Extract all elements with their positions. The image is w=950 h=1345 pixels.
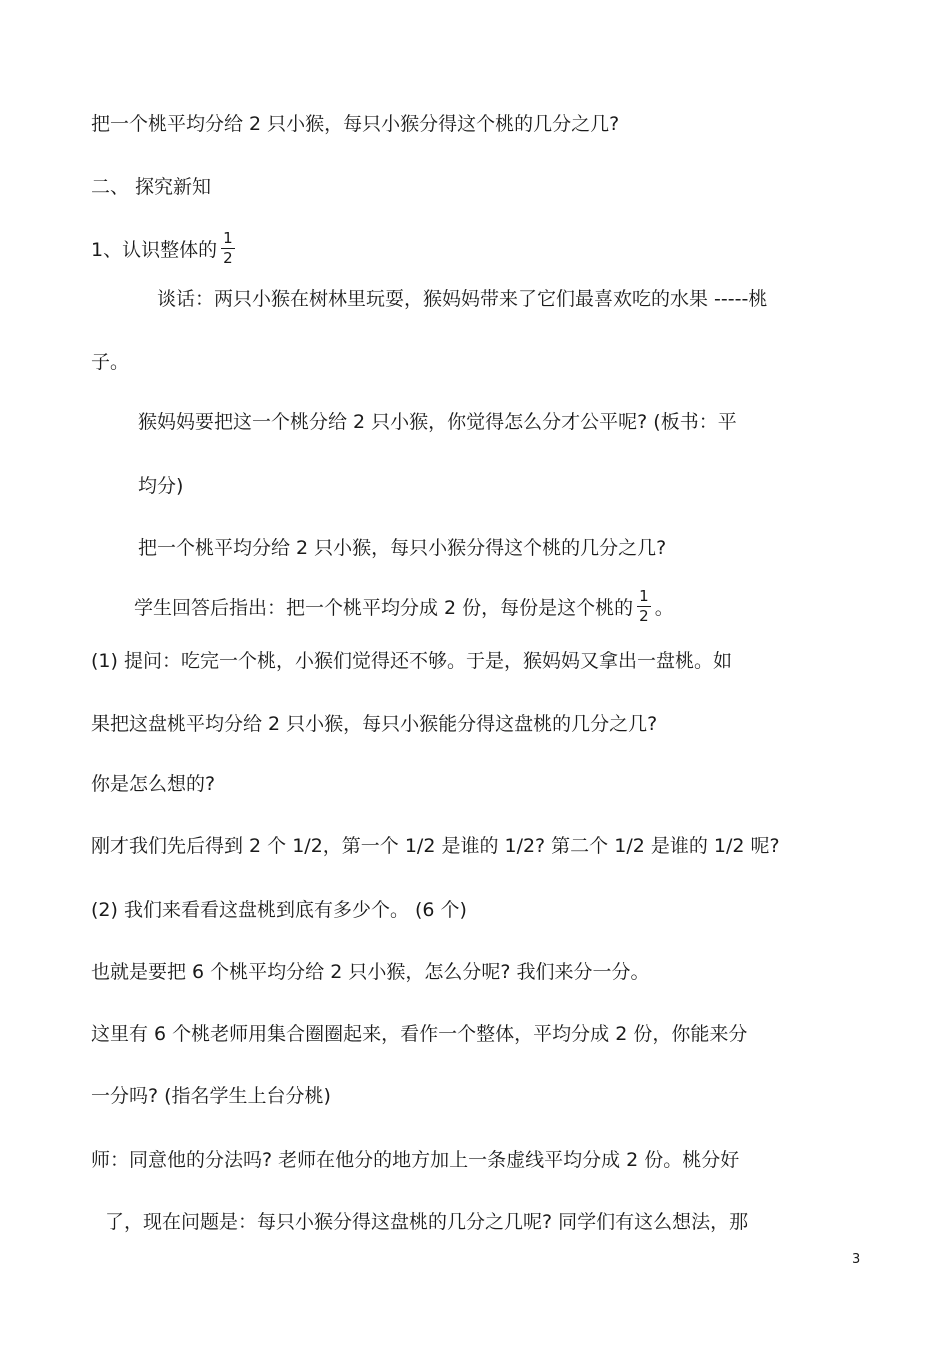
text-line: 子。 — [91, 351, 130, 373]
fraction-one-half — [637, 588, 651, 625]
page-number: 3 — [852, 1252, 861, 1267]
text-line: 果把这盘桃平均分给 2 只小猴，每只小猴能分得这盘桃的几分之几? — [91, 713, 658, 735]
text-segment: 。 — [654, 597, 674, 619]
subsection-heading-text: 1、认识整体的 — [91, 239, 218, 261]
text-line: 刚才我们先后得到 2 个 1/2，第一个 1/2 是谁的 1/2? 第二个 1/2 是谁的 1/2 呢? — [91, 835, 780, 857]
section-heading: 二、 探究新知 — [91, 176, 212, 198]
text-line: 师：同意他的分法吗? 老师在他分的地方加上一条虚线平均分成 2 份。桃分好 — [91, 1149, 740, 1171]
fraction-denominator: 2 — [223, 249, 233, 267]
fraction-numerator: 1 — [639, 587, 649, 605]
fraction-denominator: 2 — [639, 607, 649, 625]
fraction-numerator: 1 — [223, 229, 233, 247]
subsection-heading — [91, 229, 239, 269]
text-line: 你是怎么想的? — [91, 773, 216, 795]
fraction-one-half — [221, 230, 235, 267]
text-line: 一分吗? (指名学生上台分桃) — [91, 1085, 331, 1107]
text-segment: 学生回答后指出：把一个桃平均分成 2 份，每份是这个桃的 — [134, 597, 634, 619]
text-line: (1) 提问：吃完一个桃，小猴们觉得还不够。于是，猴妈妈又拿出一盘桃。如 — [91, 650, 732, 672]
text-line: 这里有 6 个桃老师用集合圈圈起来，看作一个整体，平均分成 2 份，你能来分 — [91, 1023, 748, 1045]
text-line: 猴妈妈要把这一个桃分给 2 只小猴，你觉得怎么分才公平呢? (板书：平 — [138, 411, 737, 433]
text-line: (2) 我们来看看这盘桃到底有多少个。 (6 个) — [91, 899, 467, 921]
text-line: 谈话：两只小猴在树林里玩耍，猴妈妈带来了它们最喜欢吃的水果 -----桃 — [157, 288, 768, 310]
text-line: 把一个桃平均分给 2 只小猴，每只小猴分得这个桃的几分之几? — [91, 113, 620, 135]
text-line: 把一个桃平均分给 2 只小猴，每只小猴分得这个桃的几分之几? — [138, 537, 667, 559]
text-line: 均分) — [138, 475, 184, 497]
text-line — [134, 587, 674, 627]
text-line: 也就是要把 6 个桃平均分给 2 只小猴，怎么分呢? 我们来分一分。 — [91, 961, 650, 983]
text-line: 了，现在问题是：每只小猴分得这盘桃的几分之几呢? 同学们有这么想法，那 — [105, 1211, 749, 1233]
